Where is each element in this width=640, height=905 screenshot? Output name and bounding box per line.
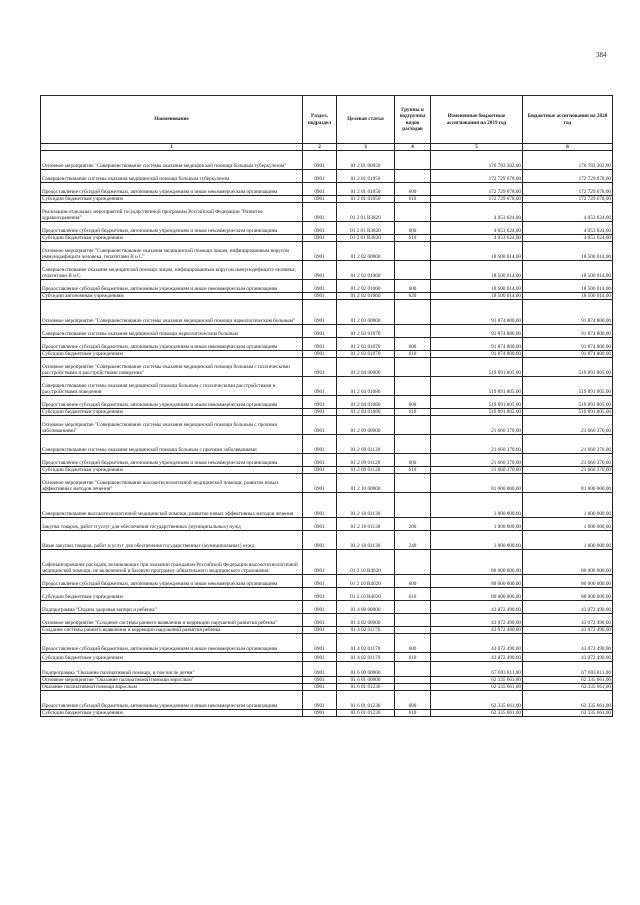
header-group: Группы и подгруппы видов расходов [395, 96, 431, 144]
cell-name: Субсидии бюджетным учреждениям [41, 235, 303, 242]
budget-table-container [40, 95, 612, 717]
cell-group [395, 151, 431, 170]
cell-target: 01 2 02 01060 [337, 280, 395, 293]
cell-group: 610 [395, 409, 431, 416]
cell-name: Совершенствование системы оказания медицинской помощи наркологическим больным [41, 325, 303, 338]
cell-name: Предоставление субсидий бюджетным, автономным учреждениям и иным некоммерческим организациям [41, 338, 303, 351]
cell-group [395, 242, 431, 261]
table-row [41, 518, 613, 531]
cell-group: 600 [395, 280, 431, 293]
cell-section: 0901 [303, 151, 337, 170]
cell-target: 01 4 00 00000 [337, 601, 395, 614]
cell-name: Основное мероприятие "Совершенствование системы оказания медицинской помощи больным с прочими заболеваниями" [41, 416, 303, 435]
table-row [41, 493, 613, 518]
cell-group: 200 [395, 518, 431, 531]
table-row [41, 588, 613, 601]
table-row [41, 196, 613, 203]
header-name: Наименование [41, 96, 303, 144]
cell-group [395, 662, 431, 677]
table-row [41, 691, 613, 710]
cell-group: 610 [395, 653, 431, 662]
cell-group: 610 [395, 467, 431, 474]
cell-target: 01 6 01 00000 [337, 677, 395, 684]
cell-alloc: 43 072 490,00 [523, 601, 613, 614]
cell-changed: 1 000 000,00 [431, 518, 523, 531]
cell-section: 0901 [303, 691, 337, 710]
cell-group: 600 [395, 338, 431, 351]
cell-name: Основное мероприятие "Совершенствование системы оказания медицинской помощи больным с психическими расстройствами и расстройствами поведения" [41, 358, 303, 377]
cell-target: 01 2 02 00000 [337, 242, 395, 261]
header-row [41, 96, 613, 144]
cell-group [395, 614, 431, 627]
cell-target: 01 2 01 00050 [337, 151, 395, 170]
cell-group [395, 684, 431, 691]
cell-section: 0901 [303, 634, 337, 653]
header-section: Раздел, подраздел [303, 96, 337, 144]
cell-group [395, 358, 431, 377]
cell-name: Основное мероприятие "Оказание паллиативной помощи взрослым" [41, 677, 303, 684]
table-row [41, 300, 613, 325]
cell-changed: 62 335 661,00 [431, 710, 523, 717]
cell-section: 0901 [303, 358, 337, 377]
cell-changed: 1 000 000,00 [431, 493, 523, 518]
cell-alloc: 43 072 490,00 [523, 614, 613, 627]
cell-name: Закупка товаров, работ и услуг для обеспечения государственных (муниципальных) нужд [41, 518, 303, 531]
cell-target: 01 6 00 00000 [337, 662, 395, 677]
column-number: 6 [523, 144, 613, 151]
table-row [41, 677, 613, 684]
cell-name: Совершенствование системы оказания медицинской помощи больным с прочими заболеваниями [41, 435, 303, 454]
cell-alloc: 519 891 805,00 [523, 409, 613, 416]
table-row [41, 474, 613, 493]
table-row [41, 467, 613, 474]
cell-target: 01 2 03 01070 [337, 325, 395, 338]
cell-alloc: 91 874 800,00 [523, 338, 613, 351]
cell-name: Основное мероприятие "Совершенствование оказания медицинской помощи лицам, инфицированным вирусом иммунодефицита человека, гепатитами В и С" [41, 242, 303, 261]
cell-section: 0901 [303, 203, 337, 222]
cell-target: 01 6 01 01230 [337, 691, 395, 710]
cell-group [395, 601, 431, 614]
table-row [41, 550, 613, 575]
table-row [41, 601, 613, 614]
cell-changed: 4 053 624,00 [431, 203, 523, 222]
cell-alloc: 1 000 000,00 [523, 493, 613, 518]
cell-group [395, 416, 431, 435]
table-row [41, 358, 613, 377]
cell-changed: 91 874 800,00 [431, 325, 523, 338]
table-body [41, 151, 613, 717]
cell-target: 01 2 01 01050 [337, 170, 395, 183]
cell-alloc: 21 660 370,00 [523, 435, 613, 454]
header-alloc: Бюджетные ассигнования на 2020 год [523, 96, 613, 144]
table-row [41, 684, 613, 691]
cell-name: Предоставление субсидий бюджетным, автономным учреждениям и иным некоммерческим организациям [41, 280, 303, 293]
cell-section: 0901 [303, 235, 337, 242]
cell-changed: 62 335 661,00 [431, 691, 523, 710]
cell-alloc: 21 660 370,00 [523, 416, 613, 435]
cell-name: Предоставление субсидий бюджетным, автономным учреждениям и иным некоммерческим организациям [41, 222, 303, 235]
cell-alloc: 4 053 624,00 [523, 235, 613, 242]
cell-alloc: 172 729 678,00 [523, 196, 613, 203]
cell-name: Субсидии бюджетным учреждениям [41, 467, 303, 474]
cell-alloc: 18 500 014,00 [523, 280, 613, 293]
cell-name: Подпрограмма "Оказание паллиативной помощи, в том числе детям" [41, 662, 303, 677]
cell-changed: 519 891 805,00 [431, 396, 523, 409]
cell-target: 01 2 10 01130 [337, 518, 395, 531]
cell-target: 01 2 03 01070 [337, 338, 395, 351]
cell-name: Софинансирование расходов, возникающих при оказании гражданам Российской Федерации высокотехнологичной медицинской помощи, не включенной в базовую программу обязательного медицинского страхования [41, 550, 303, 575]
table-row [41, 627, 613, 634]
cell-target: 01 2 04 01080 [337, 377, 395, 396]
cell-changed: 519 891 805,00 [431, 358, 523, 377]
cell-name: Субсидии автономным учреждениям [41, 293, 303, 300]
cell-group: 600 [395, 575, 431, 588]
header-changed: Измененные бюджетные ассигнования на 2019 год [431, 96, 523, 144]
cell-changed: 21 660 370,00 [431, 467, 523, 474]
cell-section: 0901 [303, 493, 337, 518]
cell-section: 0901 [303, 684, 337, 691]
cell-alloc: 91 874 800,00 [523, 325, 613, 338]
table-row [41, 531, 613, 550]
cell-section: 0901 [303, 293, 337, 300]
cell-changed: 91 874 800,00 [431, 351, 523, 358]
cell-name: Субсидии бюджетным учреждениям [41, 588, 303, 601]
cell-section: 0901 [303, 377, 337, 396]
cell-section: 0901 [303, 454, 337, 467]
cell-alloc: 80 000 000,00 [523, 550, 613, 575]
cell-name: Субсидии бюджетным учреждениям [41, 710, 303, 717]
cell-name: Предоставление субсидий бюджетным, автономным учреждениям и иным некоммерческим организациям [41, 454, 303, 467]
cell-section: 0901 [303, 575, 337, 588]
table-row [41, 235, 613, 242]
cell-alloc: 62 335 661,00 [523, 677, 613, 684]
cell-alloc: 519 891 805,00 [523, 358, 613, 377]
table-row [41, 614, 613, 627]
cell-target: 01 2 10 R4020 [337, 575, 395, 588]
cell-changed: 176 783 302,00 [431, 151, 523, 170]
budget-table [40, 95, 613, 717]
cell-group [395, 170, 431, 183]
cell-name: Субсидии бюджетным учреждениям [41, 409, 303, 416]
table-row [41, 170, 613, 183]
table-row [41, 203, 613, 222]
cell-name: Предоставление субсидий бюджетным, автономным учреждениям и иным некоммерческим организациям [41, 691, 303, 710]
cell-changed: 172 729 678,00 [431, 183, 523, 196]
cell-group [395, 627, 431, 634]
cell-changed: 91 874 800,00 [431, 338, 523, 351]
cell-name: Подпрограмма "Охрана здоровья матери и ребенка" [41, 601, 303, 614]
column-number: 3 [337, 144, 395, 151]
cell-name: Создание системы раннего выявления и коррекции нарушений развития ребенка [41, 627, 303, 634]
cell-group [395, 550, 431, 575]
cell-section: 0901 [303, 653, 337, 662]
cell-changed: 18 500 014,00 [431, 242, 523, 261]
cell-target: 01 2 10 01130 [337, 493, 395, 518]
cell-section: 0901 [303, 242, 337, 261]
cell-target: 01 4 02 00000 [337, 614, 395, 627]
cell-section: 0901 [303, 518, 337, 531]
table-row [41, 710, 613, 717]
cell-changed: 519 891 805,00 [431, 409, 523, 416]
cell-name: Совершенствование оказания медицинской помощи лицам, инфицированным вирусом иммунодефицита человека, гепатитами В и С [41, 261, 303, 280]
cell-changed: 4 053 624,00 [431, 235, 523, 242]
cell-name: Предоставление субсидий бюджетным, автономным учреждениям и иным некоммерческим организациям [41, 634, 303, 653]
cell-section: 0901 [303, 338, 337, 351]
cell-section: 0901 [303, 474, 337, 493]
cell-alloc: 43 072 490,00 [523, 634, 613, 653]
cell-group: 620 [395, 293, 431, 300]
cell-name: Иные закупки товаров, работ и услуг для обеспечения государственных (муниципальных) нужд [41, 531, 303, 550]
cell-changed: 43 072 490,00 [431, 627, 523, 634]
cell-changed: 18 500 014,00 [431, 293, 523, 300]
cell-target: 01 2 01 R3820 [337, 203, 395, 222]
cell-target: 01 2 09 01120 [337, 454, 395, 467]
table-row [41, 338, 613, 351]
cell-alloc: 18 500 014,00 [523, 242, 613, 261]
cell-group [395, 474, 431, 493]
cell-target: 01 4 02 01170 [337, 634, 395, 653]
cell-group [395, 261, 431, 280]
table-row [41, 435, 613, 454]
table-row [41, 416, 613, 435]
cell-group [395, 677, 431, 684]
cell-target: 01 2 04 01080 [337, 409, 395, 416]
cell-alloc: 176 783 302,00 [523, 151, 613, 170]
cell-target: 01 2 02 01060 [337, 293, 395, 300]
cell-name: Предоставление субсидий бюджетным, автономным учреждениям и иным некоммерческим организациям [41, 183, 303, 196]
cell-section: 0901 [303, 196, 337, 203]
cell-group [395, 377, 431, 396]
cell-section: 0901 [303, 396, 337, 409]
cell-changed: 43 072 490,00 [431, 653, 523, 662]
cell-target: 01 2 10 R4020 [337, 588, 395, 601]
cell-section: 0901 [303, 280, 337, 293]
table-row [41, 242, 613, 261]
header-target: Целевая статья [337, 96, 395, 144]
cell-name: Основное мероприятие "Совершенствование системы оказания медицинской помощи наркологическим больным" [41, 300, 303, 325]
cell-alloc: 43 072 490,00 [523, 627, 613, 634]
cell-group: 600 [395, 396, 431, 409]
cell-section: 0901 [303, 627, 337, 634]
cell-changed: 21 660 370,00 [431, 416, 523, 435]
cell-alloc: 67 693 811,00 [523, 662, 613, 677]
cell-changed: 4 053 624,00 [431, 222, 523, 235]
cell-group [395, 300, 431, 325]
cell-name: Совершенствование высокотехнологичной медицинской помощи, развитие новых эффективных методов лечения [41, 493, 303, 518]
cell-alloc: 62 335 661,00 [523, 684, 613, 691]
table-row [41, 575, 613, 588]
cell-group: 240 [395, 531, 431, 550]
cell-section: 0901 [303, 325, 337, 338]
cell-section: 0901 [303, 261, 337, 280]
cell-target: 01 2 01 R3820 [337, 235, 395, 242]
table-row [41, 261, 613, 280]
cell-target: 01 2 10 00000 [337, 474, 395, 493]
cell-section: 0901 [303, 531, 337, 550]
cell-group: 600 [395, 691, 431, 710]
cell-target: 01 2 01 01050 [337, 196, 395, 203]
cell-name: Совершенствование системы оказания медицинской помощи больным с психическими расстройствами и расстройствами поведения [41, 377, 303, 396]
cell-section: 0901 [303, 300, 337, 325]
cell-alloc: 91 874 800,00 [523, 300, 613, 325]
cell-target: 01 2 01 01050 [337, 183, 395, 196]
cell-name: Предоставление субсидий бюджетным, автономным учреждениям и иным некоммерческим организациям [41, 575, 303, 588]
table-row [41, 325, 613, 338]
table-row [41, 653, 613, 662]
cell-group [395, 493, 431, 518]
cell-alloc: 18 500 014,00 [523, 293, 613, 300]
table-row [41, 151, 613, 170]
page-number: 384 [596, 51, 607, 59]
cell-target: 01 2 10 R4020 [337, 550, 395, 575]
cell-alloc: 80 000 000,00 [523, 575, 613, 588]
cell-alloc: 81 000 000,00 [523, 474, 613, 493]
cell-changed: 91 874 800,00 [431, 300, 523, 325]
cell-changed: 80 000 000,00 [431, 575, 523, 588]
cell-changed: 172 729 678,00 [431, 196, 523, 203]
cell-alloc: 4 053 624,00 [523, 203, 613, 222]
cell-target: 01 4 02 01170 [337, 627, 395, 634]
cell-changed: 1 000 000,00 [431, 531, 523, 550]
cell-alloc: 519 891 805,00 [523, 377, 613, 396]
cell-target: 01 2 09 01120 [337, 435, 395, 454]
cell-group [395, 435, 431, 454]
cell-target: 01 2 04 01080 [337, 396, 395, 409]
cell-section: 0901 [303, 662, 337, 677]
table-row [41, 293, 613, 300]
cell-alloc: 80 000 000,00 [523, 588, 613, 601]
table-row [41, 634, 613, 653]
cell-changed: 18 500 014,00 [431, 280, 523, 293]
cell-changed: 43 072 490,00 [431, 614, 523, 627]
cell-section: 0901 [303, 710, 337, 717]
cell-name: Реализация отдельных мероприятий государственной программы Российской Федерации "Развитие здравоохранения" [41, 203, 303, 222]
cell-changed: 172 729 678,00 [431, 170, 523, 183]
cell-alloc: 21 660 370,00 [523, 467, 613, 474]
cell-name: Основное мероприятие "Совершенствование высокотехнологичной медицинской помощи, развитие новых эффективных методов лечения" [41, 474, 303, 493]
cell-changed: 62 335 661,00 [431, 684, 523, 691]
cell-changed: 81 000 000,00 [431, 474, 523, 493]
cell-group: 600 [395, 222, 431, 235]
cell-target: 01 2 09 00000 [337, 416, 395, 435]
cell-section: 0901 [303, 550, 337, 575]
column-number: 5 [431, 144, 523, 151]
cell-changed: 80 000 000,00 [431, 550, 523, 575]
cell-target: 01 2 02 01060 [337, 261, 395, 280]
table-row [41, 662, 613, 677]
cell-name: Основное мероприятие "Совершенствование системы оказания медицинской помощи больным туберкулезом" [41, 151, 303, 170]
cell-group [395, 203, 431, 222]
cell-target: 01 2 09 01120 [337, 467, 395, 474]
column-number-row [41, 144, 613, 151]
table-row [41, 351, 613, 358]
cell-section: 0901 [303, 601, 337, 614]
cell-changed: 80 000 000,00 [431, 588, 523, 601]
cell-target: 01 2 03 00000 [337, 300, 395, 325]
cell-changed: 43 072 490,00 [431, 601, 523, 614]
table-row [41, 377, 613, 396]
cell-changed: 21 660 370,00 [431, 435, 523, 454]
cell-section: 0901 [303, 222, 337, 235]
cell-section: 0901 [303, 170, 337, 183]
table-row [41, 409, 613, 416]
cell-changed: 18 500 014,00 [431, 261, 523, 280]
cell-target: 01 2 03 01070 [337, 351, 395, 358]
cell-group: 610 [395, 710, 431, 717]
cell-name: Субсидии бюджетным учреждениям [41, 196, 303, 203]
cell-alloc: 18 500 014,00 [523, 261, 613, 280]
cell-section: 0901 [303, 614, 337, 627]
cell-alloc: 43 072 490,00 [523, 653, 613, 662]
cell-alloc: 62 335 661,00 [523, 691, 613, 710]
cell-name: Предоставление субсидий бюджетным, автономным учреждениям и иным некоммерческим организациям [41, 396, 303, 409]
column-number: 4 [395, 144, 431, 151]
cell-changed: 67 693 811,00 [431, 662, 523, 677]
cell-section: 0901 [303, 467, 337, 474]
cell-group: 610 [395, 235, 431, 242]
cell-section: 0901 [303, 677, 337, 684]
cell-name: Основное мероприятие "Создание системы раннего выявления и коррекции нарушений развития ребенка" [41, 614, 303, 627]
cell-alloc: 4 053 624,00 [523, 222, 613, 235]
cell-target: 01 6 01 01230 [337, 684, 395, 691]
cell-alloc: 172 729 678,00 [523, 170, 613, 183]
column-number: 1 [41, 144, 303, 151]
cell-group: 600 [395, 454, 431, 467]
table-row [41, 222, 613, 235]
cell-target: 01 2 01 R3820 [337, 222, 395, 235]
cell-name: Субсидии бюджетным учреждениям [41, 351, 303, 358]
cell-alloc: 21 660 370,00 [523, 454, 613, 467]
table-row [41, 454, 613, 467]
cell-alloc: 62 335 661,00 [523, 710, 613, 717]
cell-section: 0901 [303, 409, 337, 416]
table-row [41, 396, 613, 409]
cell-alloc: 1 000 000,00 [523, 531, 613, 550]
cell-target: 01 6 01 01230 [337, 710, 395, 717]
cell-section: 0901 [303, 435, 337, 454]
cell-section: 0901 [303, 351, 337, 358]
cell-group: 610 [395, 351, 431, 358]
cell-section: 0901 [303, 183, 337, 196]
table-row [41, 280, 613, 293]
cell-group: 610 [395, 196, 431, 203]
cell-alloc: 1 000 000,00 [523, 518, 613, 531]
table-row [41, 183, 613, 196]
cell-name: Совершенствование системы оказания медицинской помощи больным туберкулезом [41, 170, 303, 183]
cell-alloc: 519 891 805,00 [523, 396, 613, 409]
cell-section: 0901 [303, 588, 337, 601]
cell-group: 610 [395, 588, 431, 601]
cell-changed: 519 891 805,00 [431, 377, 523, 396]
cell-group: 600 [395, 634, 431, 653]
cell-changed: 62 335 661,00 [431, 677, 523, 684]
cell-section: 0901 [303, 416, 337, 435]
cell-target: 01 2 10 01130 [337, 531, 395, 550]
column-number: 2 [303, 144, 337, 151]
cell-alloc: 91 874 800,00 [523, 351, 613, 358]
cell-group [395, 325, 431, 338]
cell-target: 01 2 04 00000 [337, 358, 395, 377]
cell-name: Оказание паллиативной помощи взрослым [41, 684, 303, 691]
cell-name: Субсидии бюджетным учреждениям [41, 653, 303, 662]
cell-group: 600 [395, 183, 431, 196]
cell-alloc: 172 729 678,00 [523, 183, 613, 196]
cell-changed: 43 072 490,00 [431, 634, 523, 653]
cell-target: 01 4 02 01170 [337, 653, 395, 662]
cell-changed: 21 660 370,00 [431, 454, 523, 467]
